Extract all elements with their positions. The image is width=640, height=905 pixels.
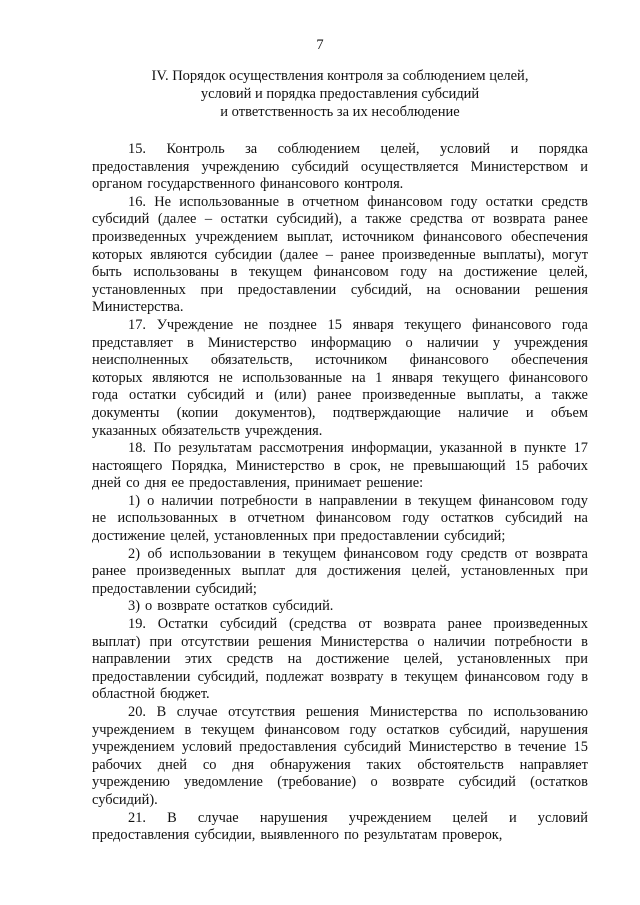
text-line: учреждением условий предоставления субсидий Министерство в течение 15 [92, 739, 588, 756]
paragraph [92, 598, 588, 616]
text-line: ранее произведенных выплат для достижения целей, установленных при [92, 563, 588, 580]
text-line: 21. В случае нарушения учреждением целей и условий [128, 809, 588, 826]
text-line: 16. Не использованные в отчетном финансовом году остатки средств [128, 193, 588, 210]
paragraph [92, 194, 588, 317]
paragraph [92, 141, 588, 194]
text-line: документы (копии документов), подтверждающие наличие и объем [92, 404, 588, 421]
text-line: 17. Учреждение не позднее 15 января текущего финансового года [128, 316, 588, 333]
text-line: которых являются не использованные на 1 января текущего финансового [92, 369, 588, 386]
text-line: Министерства. [92, 299, 184, 316]
text-line: направлении этих средств на достижение целей, установленных при [92, 651, 588, 668]
text-line: которых являются субсидии (далее – ранее произведенные выплаты), могут [92, 246, 588, 263]
text-line: областной бюджет. [92, 686, 210, 703]
text-line: представляет в Министерство информацию о наличии у учреждения [92, 334, 588, 351]
text-line: учреждением в текущем финансовом году остатков субсидий, нарушения [92, 721, 588, 738]
paragraph [92, 440, 588, 493]
paragraph [92, 616, 588, 704]
text-line: 19. Остатки субсидий (средства от возврата ранее произведенных [128, 616, 588, 633]
heading-line: и ответственность за их несоблюдение [220, 104, 460, 120]
text-line: субсидий (далее – остатки субсидий), а также средства от возврата ранее [92, 211, 588, 228]
text-line: предоставления учреждению субсидий осуществляется Министерством и [92, 158, 588, 175]
text-line: дней со дня ее предоставления, принимает решение: [92, 475, 424, 492]
text-line: органом государственного финансового контроля. [92, 176, 404, 193]
paragraph [92, 810, 588, 845]
paragraph [92, 317, 588, 440]
text-line: года остатки субсидий и (или) ранее произведенные выплаты, а также [92, 387, 588, 404]
text-line: неисполненных обязательств, источником финансового обеспечения [92, 352, 588, 369]
text-line: 18. По результатам рассмотрения информации, указанной в пункте 17 [128, 440, 588, 457]
text-line: рабочих дней со дня обнаружения таких обстоятельств направляет [92, 756, 588, 773]
text-line: предоставления субсидии, выявленного по результатам проверок, [92, 827, 503, 844]
text-line: учреждению уведомление (требование) о возврате субсидий (остатков [92, 774, 588, 791]
text-line: предоставлении субсидий; [92, 580, 257, 597]
page-number: 7 [316, 37, 324, 53]
text-line: субсидий). [92, 791, 158, 808]
paragraph [92, 493, 588, 546]
text-line: 1) о наличии потребности в направлении в текущем финансовом году [128, 492, 588, 509]
text-line: предоставлении субсидий, подлежат возврату в текущем финансовом году в [92, 668, 588, 685]
text-line: произведенных учреждением выплат, источником финансового обеспечения [92, 228, 588, 245]
text-line: настоящего Порядка, Министерство в срок, не превышающий 15 рабочих [92, 457, 588, 474]
document-body [92, 141, 588, 845]
text-line: 2) об использовании в текущем финансовом году средств от возврата [128, 545, 588, 562]
heading-line: условий и порядка предоставления субсидий [200, 86, 480, 102]
text-line: не использованных в отчетном финансовом году остатков субсидий на [92, 510, 588, 527]
text-line: установленных при предоставлении субсидий, на основании решения [92, 281, 588, 298]
paragraph [92, 704, 588, 810]
text-line: 15. Контроль за соблюдением целей, условий и порядка [128, 141, 588, 157]
text-line: указанных обязательств учреждения. [92, 422, 323, 439]
heading-line: IV. Порядок осуществления контроля за соблюдением целей, [151, 68, 529, 84]
section-heading [92, 67, 588, 121]
paragraph [92, 546, 588, 599]
text-line: достижение целей, установленных при предоставлении субсидий; [92, 528, 506, 545]
text-line: 20. В случае отсутствия решения Министерства по использованию [128, 704, 588, 720]
text-line: выплат) при отсутствии решения Министерства о наличии потребности в [92, 633, 588, 650]
text-line: быть использованы в текущем финансовом году на достижение целей, [92, 264, 588, 281]
text-line: 3) о возврате остатков субсидий. [128, 598, 334, 615]
